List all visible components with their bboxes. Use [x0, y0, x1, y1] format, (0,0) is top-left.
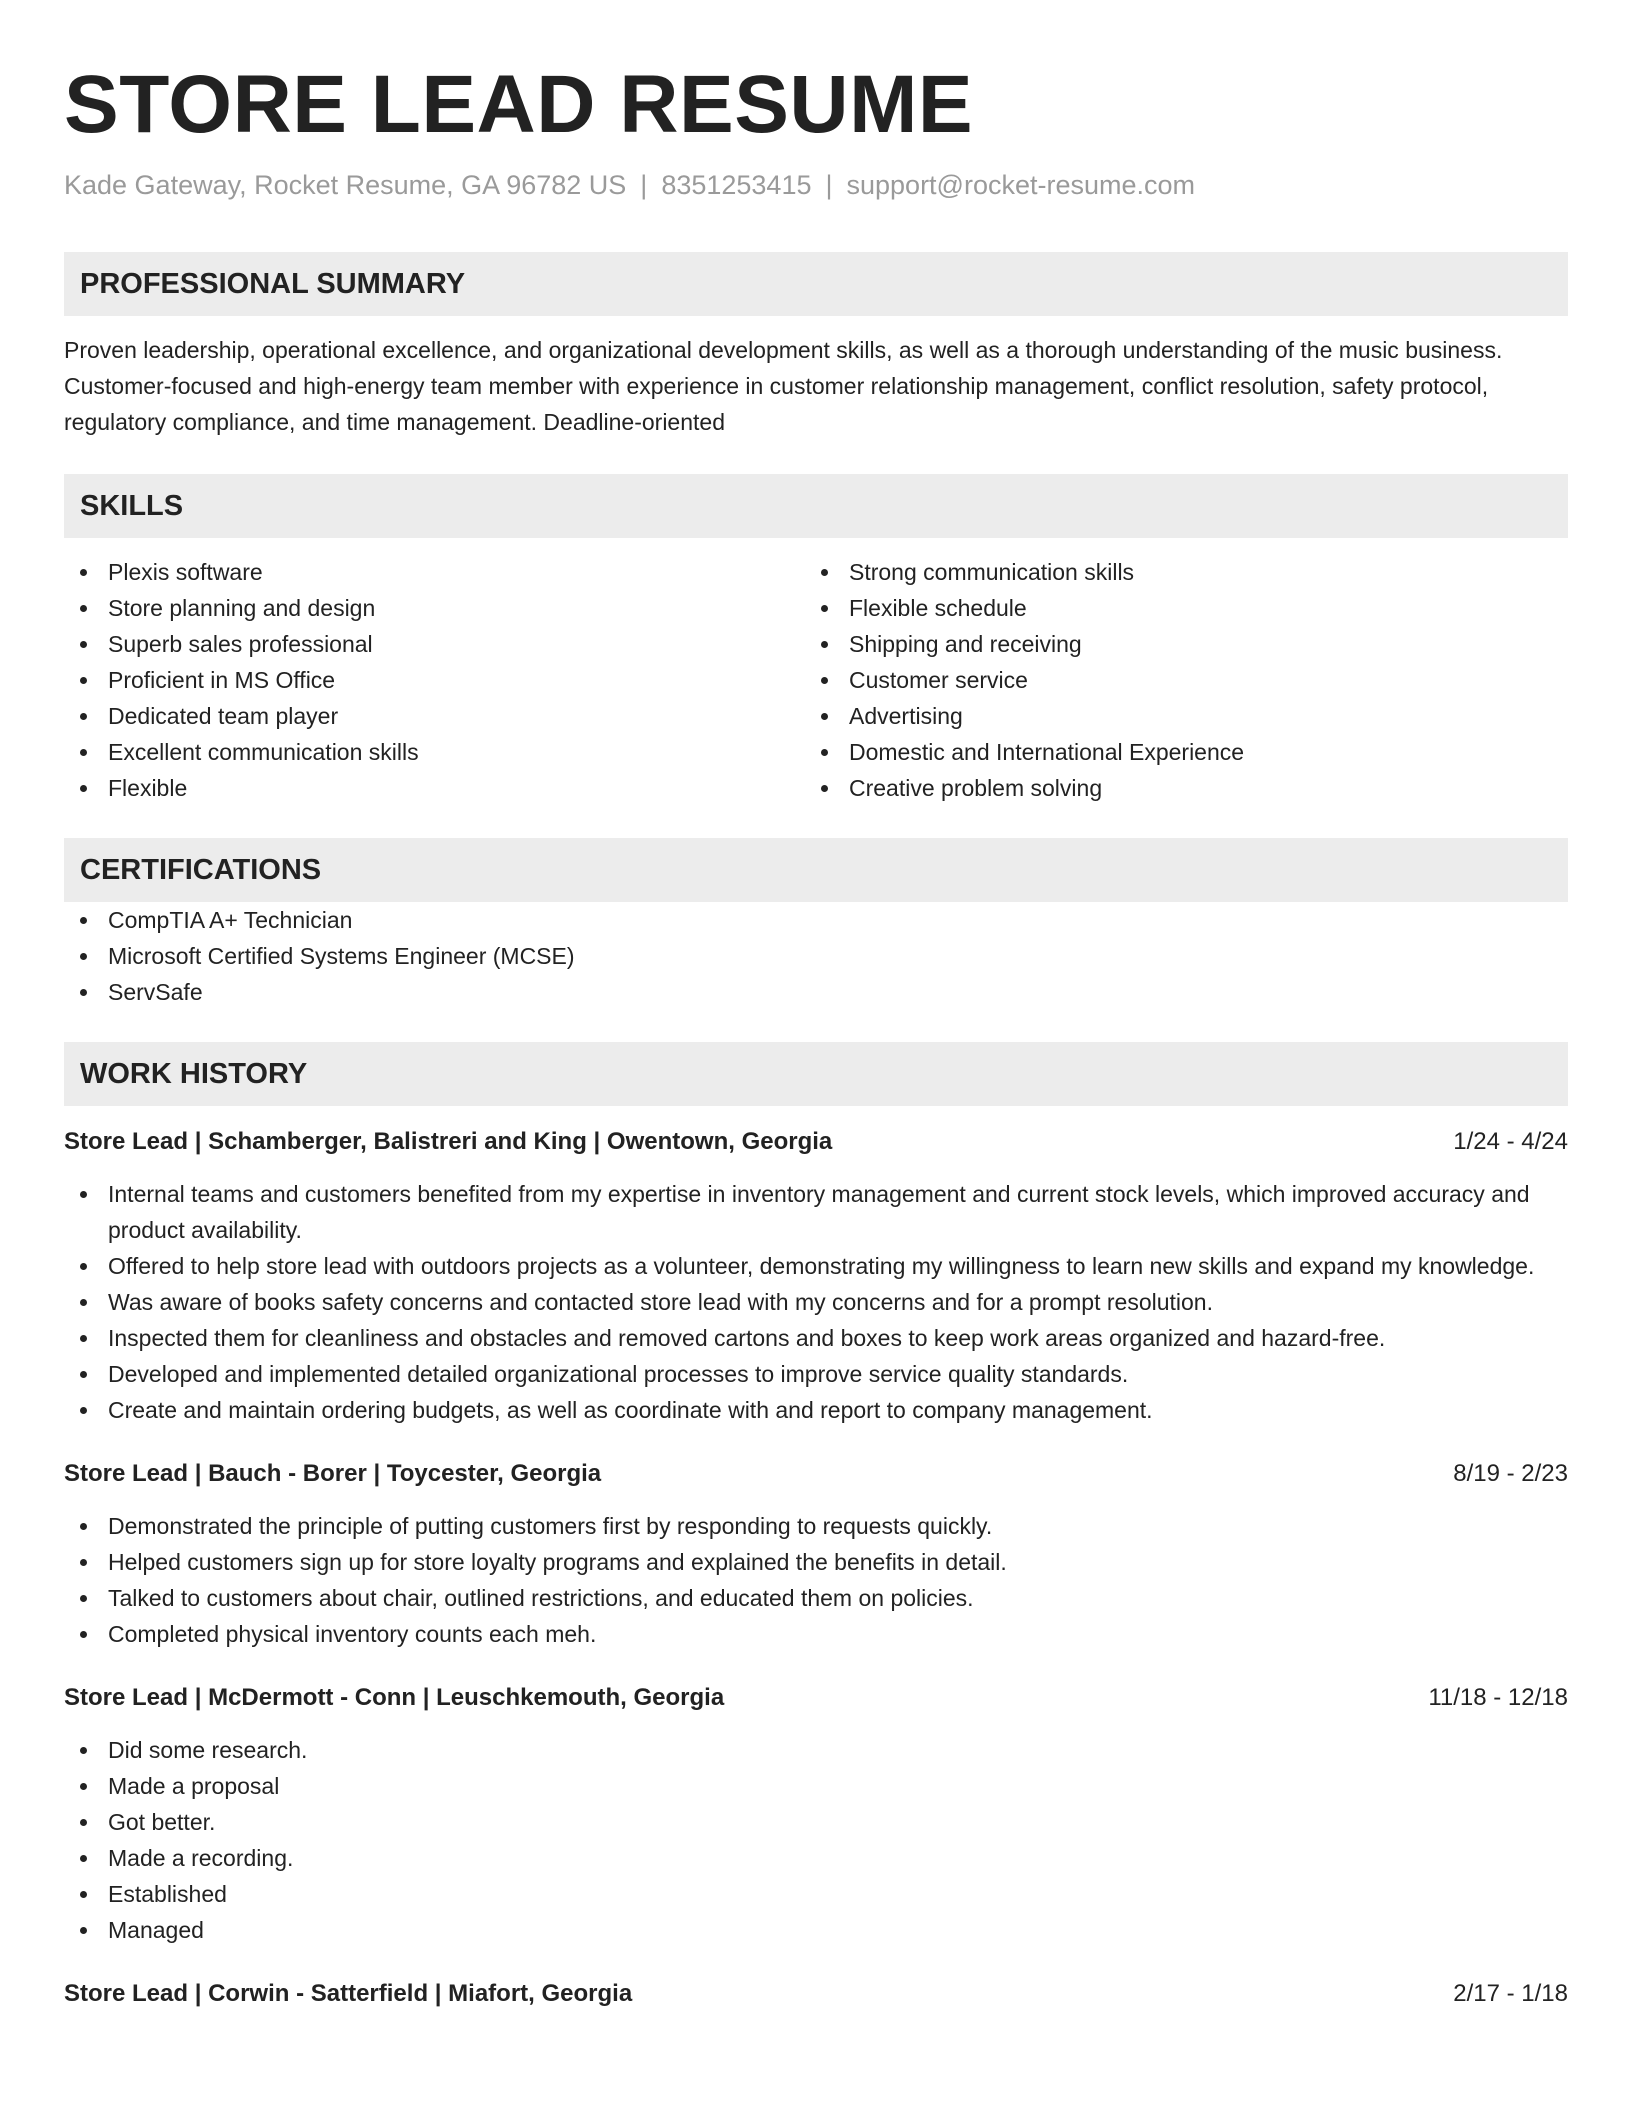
job-dates: 2/17 - 1/18 — [1453, 1980, 1568, 2007]
job-dates: 8/19 - 2/23 — [1453, 1460, 1568, 1487]
contact-email: support@rocket-resume.com — [846, 170, 1196, 200]
job-bullet: Offered to help store lead with outdoors projects as a volunteer, demonstrating my willingness to learn new skills and expand my knowledge. — [64, 1248, 1568, 1284]
certification-item: ServSafe — [64, 974, 1568, 1010]
skill-item: Customer service — [805, 662, 1546, 698]
skill-item: Flexible — [64, 770, 805, 806]
skill-item: Shipping and receiving — [805, 626, 1546, 662]
job-dates: 11/18 - 12/18 — [1428, 1684, 1568, 1711]
job-bullet: Talked to customers about chair, outlined restrictions, and educated them on policies. — [64, 1580, 1568, 1616]
contact-line — [64, 168, 1568, 202]
certifications-heading: CERTIFICATIONS — [64, 838, 1568, 902]
job-title: Store Lead | Bauch - Borer | Toycester, Georgia — [64, 1460, 602, 1487]
job-header — [64, 1458, 1568, 1490]
skill-item: Flexible schedule — [805, 590, 1546, 626]
job-entry — [64, 1978, 1568, 2010]
resume-page — [64, 0, 1568, 2010]
skill-item: Store planning and design — [64, 590, 805, 626]
job-title: Store Lead | Corwin - Satterfield | Miafort, Georgia — [64, 1980, 633, 2007]
contact-separator: | — [825, 170, 833, 200]
job-title: Store Lead | Schamberger, Balistreri and King | Owentown, Georgia — [64, 1128, 833, 1155]
job-bullets — [64, 1732, 1568, 1948]
skills-list — [64, 554, 1568, 806]
job-header — [64, 1682, 1568, 1714]
summary-heading: PROFESSIONAL SUMMARY — [64, 252, 1568, 316]
skill-item: Proficient in MS Office — [64, 662, 805, 698]
contact-phone: 8351253415 — [661, 170, 812, 200]
contact-separator: | — [640, 170, 648, 200]
skill-item: Dedicated team player — [64, 698, 805, 734]
skill-item: Superb sales professional — [64, 626, 805, 662]
job-bullet: Managed — [64, 1912, 1568, 1948]
job-bullet: Completed physical inventory counts each meh. — [64, 1616, 1568, 1652]
resume-title: STORE LEAD RESUME — [64, 59, 974, 150]
work-history-heading: WORK HISTORY — [64, 1042, 1568, 1106]
job-bullet: Established — [64, 1876, 1568, 1912]
job-bullet: Developed and implemented detailed organizational processes to improve service quality standards. — [64, 1356, 1568, 1392]
job-bullet: Create and maintain ordering budgets, as well as coordinate with and report to company management. — [64, 1392, 1568, 1428]
job-bullet: Helped customers sign up for store loyalty programs and explained the benefits in detail. — [64, 1544, 1568, 1580]
job-bullet: Was aware of books safety concerns and contacted store lead with my concerns and for a prompt resolution. — [64, 1284, 1568, 1320]
job-dates: 1/24 - 4/24 — [1453, 1128, 1568, 1155]
certification-item: Microsoft Certified Systems Engineer (MCSE) — [64, 938, 1568, 974]
summary-text: Proven leadership, operational excellence, and organizational development skills, as well as a thorough understanding of the music business. Customer-focused and high-energy team member with experience in customer relationship management, conflict resolution, safety protocol, regulatory compliance, and time management. Deadline-oriented — [64, 337, 1503, 435]
job-header — [64, 1978, 1568, 2010]
job-bullet: Got better. — [64, 1804, 1568, 1840]
job-entry — [64, 1126, 1568, 1428]
job-entry — [64, 1458, 1568, 1652]
job-bullet: Did some research. — [64, 1732, 1568, 1768]
job-bullets — [64, 1176, 1568, 1428]
skill-item: Excellent communication skills — [64, 734, 805, 770]
job-bullet: Made a recording. — [64, 1840, 1568, 1876]
skill-item: Advertising — [805, 698, 1546, 734]
skill-item: Domestic and International Experience — [805, 734, 1546, 770]
job-bullet: Inspected them for cleanliness and obstacles and removed cartons and boxes to keep work areas organized and hazard-free. — [64, 1320, 1568, 1356]
skills-column-left — [64, 554, 805, 806]
skills-heading: SKILLS — [64, 474, 1568, 538]
skill-item: Strong communication skills — [805, 554, 1546, 590]
job-title: Store Lead | McDermott - Conn | Leuschkemouth, Georgia — [64, 1684, 725, 1711]
job-bullets — [64, 1508, 1568, 1652]
certifications-list — [64, 902, 1568, 1010]
skill-item: Plexis software — [64, 554, 805, 590]
job-bullet: Made a proposal — [64, 1768, 1568, 1804]
job-bullet: Internal teams and customers benefited from my expertise in inventory management and current stock levels, which improved accuracy and product availability. — [64, 1176, 1568, 1248]
job-bullet: Demonstrated the principle of putting customers first by responding to requests quickly. — [64, 1508, 1568, 1544]
certification-item: CompTIA A+ Technician — [64, 902, 1568, 938]
contact-address: Kade Gateway, Rocket Resume, GA 96782 US — [64, 170, 627, 200]
skills-column-right — [805, 554, 1546, 806]
skill-item: Creative problem solving — [805, 770, 1546, 806]
job-entry — [64, 1682, 1568, 1948]
job-header — [64, 1126, 1568, 1158]
